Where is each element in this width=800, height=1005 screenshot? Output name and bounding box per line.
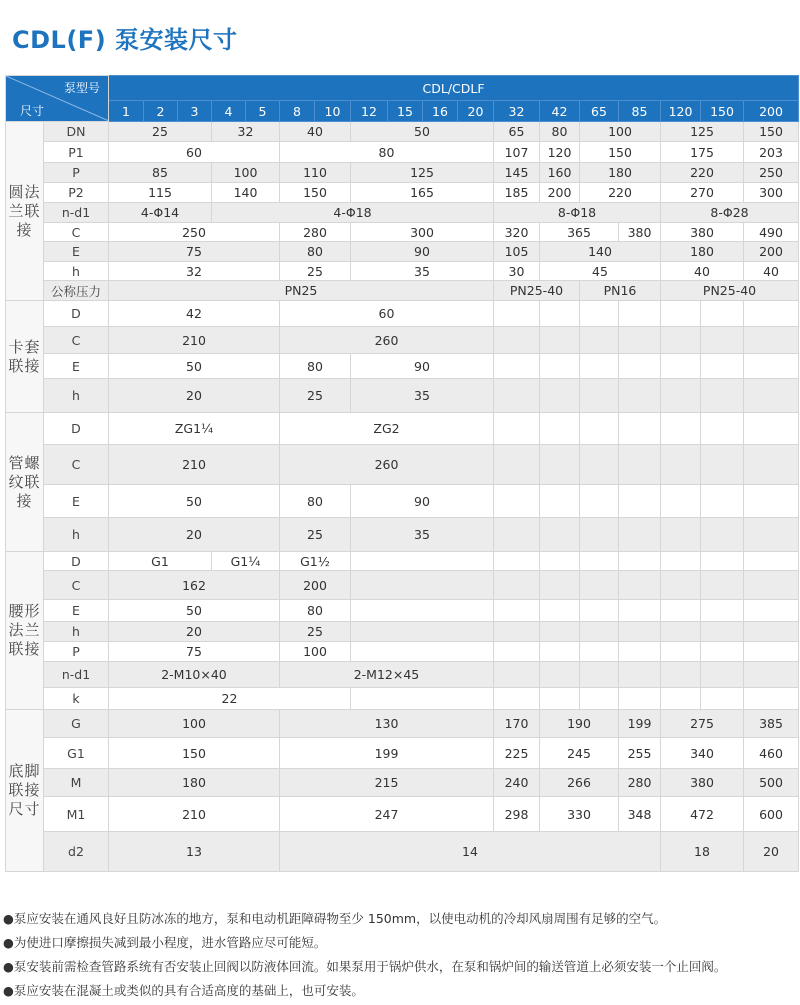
cell: 199 [619, 710, 661, 738]
cell: 125 [661, 122, 744, 142]
cell: 380 [619, 223, 661, 242]
cell: 170 [494, 710, 540, 738]
corner-dimension-label: 尺寸 [20, 104, 45, 118]
group-clamp-connection: 卡套联接 [6, 301, 44, 413]
cell: 20 [744, 832, 799, 872]
cell: 298 [494, 797, 540, 832]
cell: 210 [109, 797, 280, 832]
cell: 380 [661, 769, 744, 797]
cell: 340 [661, 738, 744, 769]
cell: ZG1¼ [109, 413, 280, 445]
cell: 200 [540, 183, 580, 203]
cell: 4-Φ14 [109, 203, 212, 223]
cell: G1½ [280, 552, 351, 571]
model-header: 5 [246, 101, 280, 122]
cell: 160 [540, 163, 580, 183]
cell: 80 [280, 354, 351, 379]
row-label: d2 [44, 832, 109, 872]
cell: 115 [109, 183, 212, 203]
row-label: P [44, 642, 109, 662]
cell: 22 [109, 688, 351, 710]
cell: 240 [494, 769, 540, 797]
pump-installation-dimension-table [5, 75, 799, 872]
cell: 220 [580, 183, 661, 203]
cell: 199 [280, 738, 494, 769]
cell: 100 [580, 122, 661, 142]
note-item: ●泵安装前需检查管路系统有否安装止回阀以防液体回流。如果泵用于锅炉供水，在泵和锅炉间的输送管道上必须安装一个止回阀。 [3, 959, 727, 974]
cell: 4-Φ18 [212, 203, 494, 223]
cell: 50 [351, 122, 494, 142]
cell: 90 [351, 485, 494, 518]
cell: 203 [744, 142, 799, 163]
cell: 20 [109, 518, 280, 552]
cell: 40 [280, 122, 351, 142]
model-header: 120 [661, 101, 701, 122]
model-header: 85 [619, 101, 661, 122]
row-label: G [44, 710, 109, 738]
cell: 35 [351, 379, 494, 413]
model-header: 32 [494, 101, 540, 122]
cell: 175 [661, 142, 744, 163]
cell: 85 [109, 163, 212, 183]
cell: 18 [661, 832, 744, 872]
cell: 35 [351, 262, 494, 281]
row-label: E [44, 600, 109, 622]
cell: 140 [212, 183, 280, 203]
cell: 320 [494, 223, 540, 242]
cell: 140 [540, 242, 661, 262]
cell: 120 [540, 142, 580, 163]
cell: 150 [280, 183, 351, 203]
cell: 225 [494, 738, 540, 769]
cell: 150 [109, 738, 280, 769]
cell: 330 [540, 797, 619, 832]
cell: 280 [619, 769, 661, 797]
row-label: h [44, 518, 109, 552]
cell: 40 [661, 262, 744, 281]
model-header: 3 [178, 101, 212, 122]
model-header: 200 [744, 101, 799, 122]
cell: 2-M12×45 [280, 662, 494, 688]
model-header: 20 [458, 101, 494, 122]
installation-notes [3, 909, 798, 1005]
cell: 210 [109, 327, 280, 354]
model-header: 15 [388, 101, 423, 122]
cell: 105 [494, 242, 540, 262]
cell: 275 [661, 710, 744, 738]
cell: 365 [540, 223, 619, 242]
row-label: E [44, 354, 109, 379]
cell: 150 [580, 142, 661, 163]
cell: 255 [619, 738, 661, 769]
row-label: k [44, 688, 109, 710]
cell: 65 [494, 122, 540, 142]
row-label: D [44, 301, 109, 327]
cell: 32 [109, 262, 280, 281]
cell: 300 [351, 223, 494, 242]
cell: 25 [280, 622, 351, 642]
cell: 25 [280, 518, 351, 552]
cell: 180 [109, 769, 280, 797]
cell: PN25-40 [494, 281, 580, 301]
cell: 200 [744, 242, 799, 262]
row-label: P [44, 163, 109, 183]
cell: 215 [280, 769, 494, 797]
model-header: 42 [540, 101, 580, 122]
row-label: P2 [44, 183, 109, 203]
cell: 260 [280, 327, 494, 354]
model-header: 2 [144, 101, 178, 122]
row-label: h [44, 262, 109, 281]
cell: 210 [109, 445, 280, 485]
cell: 80 [280, 600, 351, 622]
row-label: E [44, 485, 109, 518]
cell: 42 [109, 301, 280, 327]
cell: 80 [540, 122, 580, 142]
cell: 20 [109, 379, 280, 413]
cell: 100 [212, 163, 280, 183]
cell: 45 [540, 262, 661, 281]
cell: 20 [109, 622, 280, 642]
cell: 13 [109, 832, 280, 872]
cell: 200 [280, 571, 351, 600]
cell: G1¼ [212, 552, 280, 571]
cell: 250 [744, 163, 799, 183]
cell: 30 [494, 262, 540, 281]
cell: 125 [351, 163, 494, 183]
cell: 40 [744, 262, 799, 281]
row-label: n-d1 [44, 203, 109, 223]
cell: 280 [280, 223, 351, 242]
row-label: h [44, 622, 109, 642]
row-label: n-d1 [44, 662, 109, 688]
cell: 145 [494, 163, 540, 183]
row-label: G1 [44, 738, 109, 769]
note-item: ●为使进口摩擦损失减到最小程度，进水管路应尽可能短。 [3, 935, 327, 950]
cell: 90 [351, 242, 494, 262]
cell: 247 [280, 797, 494, 832]
page-title: CDL(F) 泵安装尺寸 [12, 26, 238, 54]
cell: 130 [280, 710, 494, 738]
cell: 8-Φ18 [494, 203, 661, 223]
cell: 185 [494, 183, 540, 203]
row-label: P1 [44, 142, 109, 163]
cell: 75 [109, 642, 280, 662]
model-header: 150 [701, 101, 744, 122]
cell: 25 [109, 122, 212, 142]
model-header: 10 [315, 101, 351, 122]
cell: 348 [619, 797, 661, 832]
row-label: 公称压力 [44, 281, 109, 301]
model-header: 8 [280, 101, 315, 122]
row-label: h [44, 379, 109, 413]
row-label: C [44, 327, 109, 354]
cell: 190 [540, 710, 619, 738]
cell: 600 [744, 797, 799, 832]
corner-pump-model-label: 泵型号 [63, 81, 100, 95]
cell: 14 [280, 832, 661, 872]
cell: 35 [351, 518, 494, 552]
cell: 380 [661, 223, 744, 242]
row-label: D [44, 413, 109, 445]
cell: ZG2 [280, 413, 494, 445]
cell: 270 [661, 183, 744, 203]
cell: 180 [580, 163, 661, 183]
cell: 60 [280, 301, 494, 327]
cell: 90 [351, 354, 494, 379]
cell: 80 [280, 142, 494, 163]
row-label: C [44, 571, 109, 600]
cell: 60 [109, 142, 280, 163]
cell: PN25-40 [661, 281, 799, 301]
cell: PN25 [109, 281, 494, 301]
cell: 245 [540, 738, 619, 769]
row-label: D [44, 552, 109, 571]
cell: 162 [109, 571, 280, 600]
group-flange-connection: 圆法兰联接 [6, 122, 44, 301]
cell: 110 [280, 163, 351, 183]
cell: 50 [109, 485, 280, 518]
note-item: ●泵应安装在通风良好且防冰冻的地方，泵和电动机距障碍物至少 150mm，以使电动机的冷却风扇周围有足够的空气。 [3, 911, 667, 926]
cell: 266 [540, 769, 619, 797]
cell: G1 [109, 552, 212, 571]
row-label: M [44, 769, 109, 797]
row-label: C [44, 445, 109, 485]
cell: 75 [109, 242, 280, 262]
cell: 100 [109, 710, 280, 738]
cell: 80 [280, 242, 351, 262]
row-label: DN [44, 122, 109, 142]
cell: 165 [351, 183, 494, 203]
row-label: M1 [44, 797, 109, 832]
cell: 150 [744, 122, 799, 142]
cell: PN16 [580, 281, 661, 301]
cell: 260 [280, 445, 494, 485]
model-header: 12 [351, 101, 388, 122]
cell: 32 [212, 122, 280, 142]
cell: 107 [494, 142, 540, 163]
cell: 80 [280, 485, 351, 518]
cell: 500 [744, 769, 799, 797]
cell: 25 [280, 262, 351, 281]
series-header: CDL/CDLF [109, 76, 799, 101]
note-item: ●泵应安装在混凝土或类似的具有合适高度的基础上，也可安装。 [3, 983, 364, 998]
group-oval-flange-connection: 腰形法兰联接 [6, 552, 44, 710]
group-thread-connection: 管螺纹联接 [6, 413, 44, 552]
cell: 50 [109, 600, 280, 622]
cell: 490 [744, 223, 799, 242]
cell: 50 [109, 354, 280, 379]
model-header: 16 [423, 101, 458, 122]
cell: 100 [280, 642, 351, 662]
cell: 300 [744, 183, 799, 203]
cell: 2-M10×40 [109, 662, 280, 688]
cell: 250 [109, 223, 280, 242]
cell: 220 [661, 163, 744, 183]
group-foot-connection: 底脚联接尺寸 [6, 710, 44, 872]
model-header: 4 [212, 101, 246, 122]
cell: 8-Φ28 [661, 203, 799, 223]
row-label: E [44, 242, 109, 262]
cell: 180 [661, 242, 744, 262]
cell: 472 [661, 797, 744, 832]
cell: 385 [744, 710, 799, 738]
model-header: 1 [109, 101, 144, 122]
cell: 460 [744, 738, 799, 769]
row-label: C [44, 223, 109, 242]
model-header: 65 [580, 101, 619, 122]
header-corner [6, 76, 109, 122]
cell: 25 [280, 379, 351, 413]
